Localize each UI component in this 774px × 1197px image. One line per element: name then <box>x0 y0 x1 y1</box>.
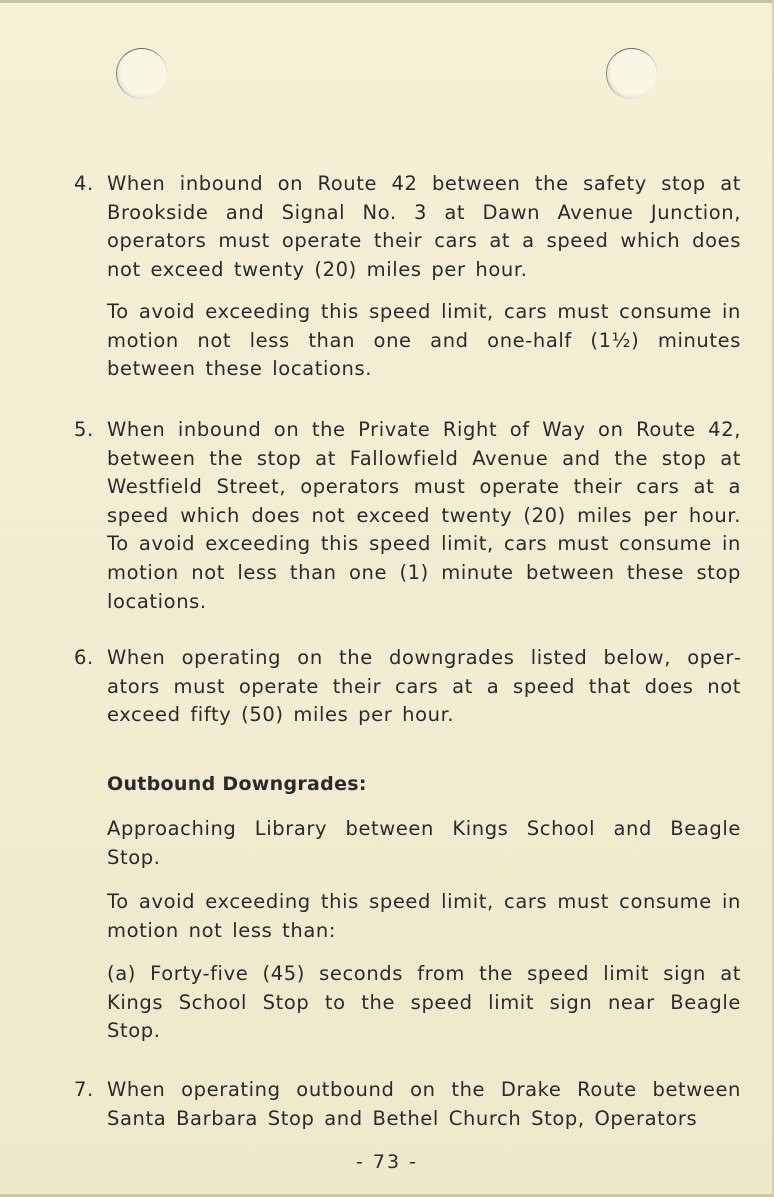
rule-paragraph: Approaching Library between Kings School and Beagle Stop. <box>107 817 741 869</box>
page-top-edge <box>0 0 774 3</box>
rule-paragraph: (a) Forty-five (45) seconds from the speed limit sign at Kings School Stop to the speed limit sign near Beagle Stop. <box>107 962 741 1043</box>
rule-paragraph: When inbound on Route 42 between the safety stop at Brookside and Signal No. 3 at Dawn Avenue Junction, operators must operate their cars at a speed which does not exceed twenty (20) miles per hour. <box>107 172 741 281</box>
item-number: 6. <box>74 646 94 669</box>
rule-paragraph: When inbound on the Private Right of Way on Route 42, between the stop at Fallowfield Avenue and the stop at Westfield Street, operators must operate their cars at a speed which does not exceed twenty (20) miles per hour. To avoid exceeding this speed limit, cars must consume in motion not less than one (1) minute between these stop locations. <box>107 418 741 613</box>
item-number: 5. <box>74 418 94 441</box>
punch-hole-right <box>606 48 657 99</box>
section-heading: Outbound Downgrades: <box>107 773 367 795</box>
page-number: - 73 - <box>356 1151 418 1173</box>
item-number: 7. <box>74 1078 94 1101</box>
rule-paragraph: To avoid exceeding this speed limit, cars must consume in motion not less than: <box>107 890 741 942</box>
punch-hole-left <box>116 48 167 99</box>
rule-paragraph: To avoid exceeding this speed limit, cars must consume in motion not less than one and one-half (1½) minutes between these locations. <box>107 300 741 381</box>
rule-paragraph: When operating on the downgrades listed below, operators must operate their cars at a speed that does not exceed fifty (50) miles per hour. <box>107 646 741 727</box>
item-number: 4. <box>74 172 94 195</box>
rule-paragraph: When operating outbound on the Drake Route between Santa Barbara Stop and Bethel Church Stop, Operators <box>107 1078 741 1130</box>
